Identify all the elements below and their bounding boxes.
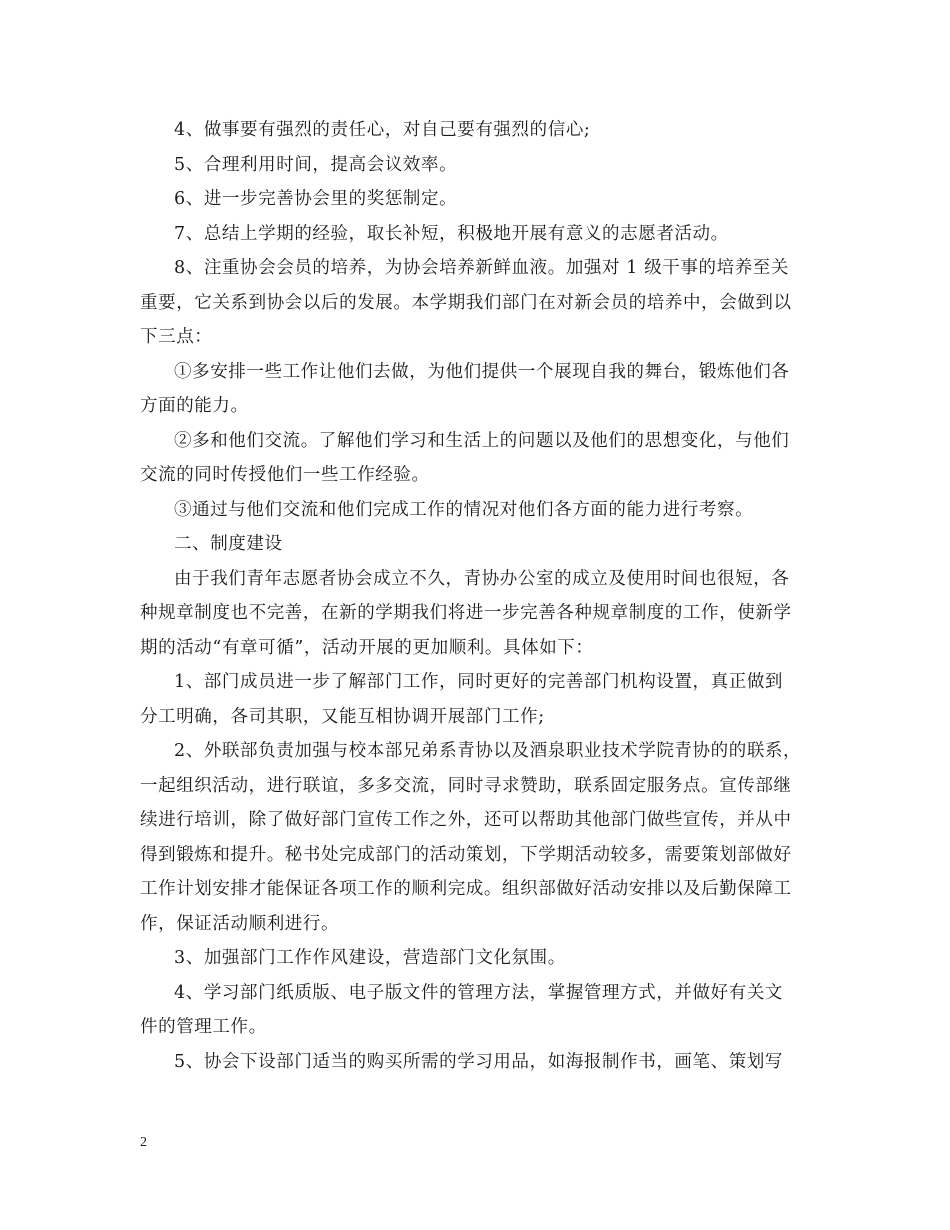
paragraph: 1、部门成员进一步了解部门工作，同时更好的完善部门机构设置，真正做到 分工明确，各司其职，又能互相协调开展部门工作; [140, 672, 784, 727]
paragraph: 4、做事要有强烈的责任心，对自己要有强烈的信心; [174, 120, 591, 140]
page-number: 2 [140, 1135, 147, 1150]
paragraph: 5、协会下设部门适当的购买所需的学习用品，如海报制作书，画笔、策划写 [174, 1051, 784, 1072]
paragraph: 4、学习部门纸质版、电子版文件的管理方法，掌握管理方式，并做好有关文 件的管理工作。 [140, 982, 784, 1037]
paragraph: ①多安排一些工作让他们去做，为他们提供一个展现自我的舞台，锻炼他们各 方面的能力。 [140, 361, 790, 416]
paragraph: 7、总结上学期的经验，取长补短，积极地开展有意义的志愿者活动。 [174, 223, 729, 244]
paragraph: 8、注重协会会员的培养，为协会培养新鲜血液。加强对 1 级干事的培养至关 重要，它关系到协会以后的发展。本学期我们部门在对新会员的培养中，会做到以 下三点： [140, 258, 792, 347]
paragraph: 3、加强部门工作作风建设，营造部门文化氛围。 [174, 948, 566, 968]
paragraph: 6、进一步完善协会里的奖惩制定。 [174, 189, 458, 209]
paragraph: 2、外联部负责加强与校本部兄弟系青协以及酒泉职业技术学院青协的的联系， 一起组织活动，进行联谊，多多交流，同时寻求赞助，联系固定服务点。宣传部继 续进行培训，除了做好部门宣传工作之外，还可以帮助其他部门做些宣传，并从中 得到锻炼和提升。秘书处完成部门的活动策划，下学期活动较多，需要策划部做好 工作计划安排才能保证各项工作的顺利完成。组织部做好活动安排以及后勤保障工 作，保证活动顺利进行。 [140, 741, 802, 934]
document-body [140, 113, 812, 1079]
paragraph: 由于我们青年志愿者协会成立不久，青协办公室的成立及使用时间也很短，各 种规章制度也不完善，在新的学期我们将进一步完善各种规章制度的工作，使新学 期的活动“有章可循”，活动开展的更加顺利。具体如下： [140, 568, 792, 658]
paragraph: ②多和他们交流。了解他们学习和生活上的问题以及他们的思想变化，与他们 交流的同时传授他们一些工作经验。 [140, 430, 790, 485]
paragraph: ③通过与他们交流和他们完成工作的情况对他们各方面的能力进行考察。 [174, 499, 754, 520]
paragraph: 5、合理利用时间，提高会议效率。 [174, 154, 458, 175]
section-heading: 二、制度建设 [174, 534, 283, 554]
